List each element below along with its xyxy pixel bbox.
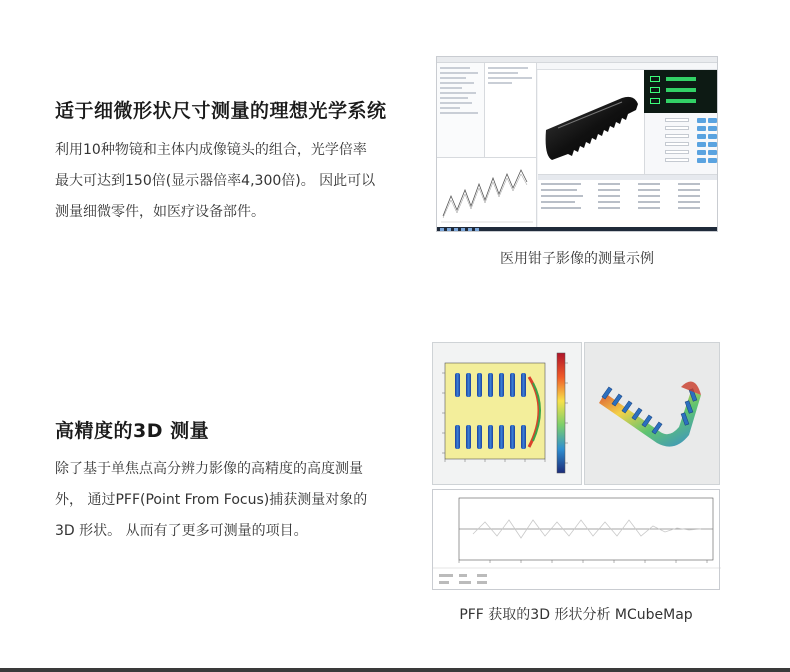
section2-caption: PFF 获取的3D 形状分析 MCubeMap — [459, 607, 693, 623]
section2-body — [55, 454, 367, 547]
section2-line-2: 外， 通过PFF(Point From Focus)捕获测量对象的 — [55, 492, 368, 508]
section1-body — [55, 135, 375, 228]
section1-caption: 医用钳子影像的测量示例 — [500, 251, 654, 267]
profile-wave-icon — [433, 490, 721, 591]
section1-line-1: 利用10种物镜和主体内成像镜头的组合，光学倍率 — [55, 142, 367, 158]
software-tree-pane — [437, 63, 485, 157]
results-table — [538, 174, 718, 227]
bottom-divider — [0, 668, 790, 672]
software-toolbar — [537, 63, 718, 70]
section2-line-1: 除了基于单焦点高分辨力影像的高精度的高度测量 — [55, 461, 363, 477]
software-list-pane — [485, 63, 537, 157]
forceps-icon — [538, 70, 644, 174]
height-profile-graph — [432, 489, 720, 590]
measurement-settings-panel — [644, 113, 718, 174]
section1-line-2: 最大可达到150倍(显示器倍率4,300倍)。 因此可以 — [55, 173, 376, 189]
coordinate-display-panel — [644, 70, 718, 113]
3d-forceps-icon — [585, 343, 721, 486]
height-heatmap-image — [432, 342, 582, 485]
heatmap-icon — [433, 343, 583, 486]
3d-shape-render — [584, 342, 720, 485]
windows-taskbar — [437, 227, 717, 232]
forceps-image-view — [538, 70, 644, 174]
section1-title: 适于细微形状尺寸测量的理想光学系统 — [55, 100, 387, 122]
section1-line-3: 测量细微零件，如医疗设备部件。 — [55, 204, 265, 220]
forceps-measurement-screenshot — [436, 56, 718, 232]
zigzag-profile-icon — [437, 158, 537, 228]
section2-title: 高精度的3D 测量 — [55, 420, 210, 442]
software-profile-graph — [437, 157, 537, 227]
section2-line-3: 3D 形状。 从而有了更多可测量的项目。 — [55, 523, 308, 539]
